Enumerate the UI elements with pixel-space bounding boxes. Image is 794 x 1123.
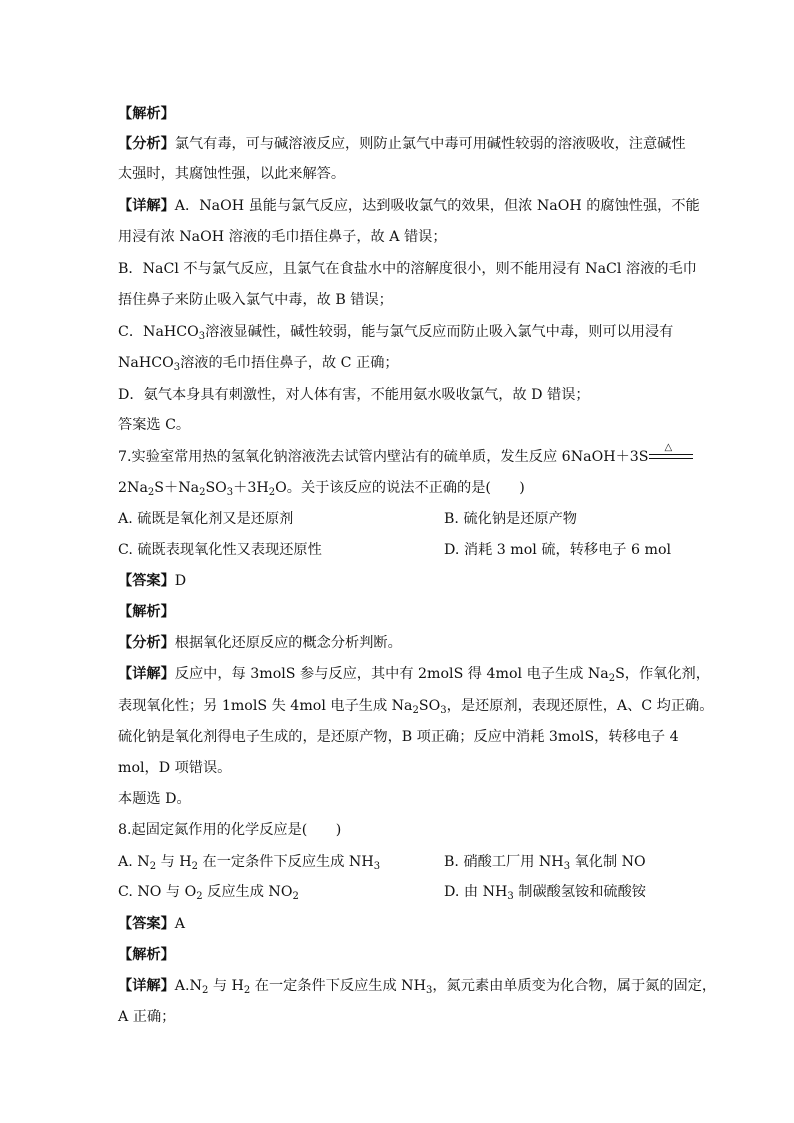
question-stem — [118, 478, 525, 498]
text: ＋3H — [233, 480, 269, 496]
detail-line: A 正确； — [118, 1009, 176, 1025]
detail-line — [118, 322, 673, 342]
option-d — [444, 882, 646, 902]
text: 根据氧化还原反应的概念分析判断。 — [174, 635, 402, 651]
text: 溶液显碱性，碱性较弱，能与氯气反应而防止吸入氯气中毒，则可以用浸有 — [205, 324, 674, 340]
text: C．NaHCO — [118, 324, 199, 340]
text: 氧化制 NO — [570, 854, 646, 870]
analysis-line — [118, 134, 686, 154]
detail-line: D．氨气本身具有刺激性，对人体有害，不能用氨水吸收氯气，故 D 错误； — [118, 387, 590, 403]
subscript: 2 — [292, 891, 299, 902]
section-tag: 【详解】 — [118, 978, 175, 994]
subscript: 2 — [199, 487, 206, 498]
text: 与 H — [208, 978, 244, 994]
section-tag: 【答案】 — [118, 573, 175, 589]
subscript: 3 — [226, 487, 234, 498]
text: S，作氧化剂， — [615, 666, 710, 682]
subscript: 2 — [191, 861, 199, 872]
analysis-heading: 【解析】 — [118, 106, 175, 122]
section-tag: 【详解】 — [118, 198, 175, 214]
detail-line — [118, 353, 399, 373]
option-a: A. 硫既是氧化剂又是还原剂 — [118, 511, 294, 527]
analysis-line — [118, 633, 402, 653]
subscript: 2 — [201, 985, 209, 996]
detail-line — [118, 664, 710, 684]
option-c — [118, 882, 299, 902]
detail-line: mol，D 项错误。 — [118, 760, 232, 776]
detail-line: 捂住鼻子来防止吸入氯气中毒，故 B 错误； — [118, 292, 393, 308]
text: ，氮元素由单质变为化合物，属于氮的固定， — [432, 978, 717, 994]
analysis-line: 太强时，其腐蚀性强，以此来解答。 — [118, 166, 346, 182]
option-b — [444, 852, 646, 872]
subscript: 3 — [440, 705, 447, 716]
text: SO — [205, 480, 227, 496]
answer-line — [118, 571, 186, 591]
answer-line: 本题选 D。 — [118, 791, 191, 807]
text: 在一定条件下反应生成 NH — [250, 978, 426, 994]
option-b: B. 硫化钠是还原产物 — [444, 511, 577, 527]
text: 在一定条件下反应生成 NH — [198, 854, 374, 870]
text: 表现氧化性；另 1molS 失 4mol 电子生成 Na — [118, 698, 413, 714]
analysis-heading: 【解析】 — [118, 604, 175, 620]
text: 7.实验室常用热的氢氧化钠溶液洗去试管内壁沾有的硫单质，发生反应 6NaOH＋3S — [118, 449, 649, 465]
option-c: C. 硫既表现氧化性又表现还原性 — [118, 542, 322, 558]
subscript: 2 — [243, 985, 251, 996]
text: B. 硝酸工厂用 NH — [444, 854, 564, 870]
text: 反应生成 NO — [202, 884, 293, 900]
subscript: 2 — [608, 673, 616, 684]
subscript: 3 — [198, 331, 206, 342]
question-stem: 8.起固定氮作用的化学反应是( ) — [118, 822, 342, 838]
detail-line — [118, 696, 713, 716]
text: 制碳酸氢铵和硫酸铵 — [513, 884, 646, 900]
subscript: 3 — [563, 861, 571, 872]
text: S＋Na — [154, 480, 200, 496]
subscript: 2 — [196, 891, 203, 902]
text: C. NO 与 O — [118, 884, 197, 900]
text: O。关于该反应的说法不正确的是( ) — [275, 480, 525, 496]
subscript: 2 — [149, 861, 157, 872]
question-stem — [118, 442, 693, 467]
text: ，是还原剂，表现还原性，A、C 均正确。 — [446, 698, 714, 714]
detail-line: 硫化钠是氧化剂得电子生成的，是还原产物，B 项正确；反应中消耗 3molS，转移电子 4 — [118, 729, 679, 745]
answer-line — [118, 914, 185, 934]
text: NaHCO — [118, 355, 174, 371]
text: 2Na — [118, 480, 148, 496]
option-a — [118, 852, 380, 872]
detail-line: B．NaCl 不与氯气反应，且氯气在食盐水中的溶解度很小，则不能用浸有 NaCl 溶液的毛巾 — [118, 261, 697, 277]
answer-value: A — [174, 916, 186, 932]
text: D. 由 NH — [444, 884, 508, 900]
subscript: 2 — [147, 487, 155, 498]
text: 氯气有毒，可与碱溶液反应，则防止氯气中毒可用碱性较弱的溶液吸收，注意碱性 — [174, 136, 686, 152]
answer-value: D — [174, 573, 187, 589]
section-tag: 【答案】 — [118, 916, 175, 932]
subscript: 3 — [425, 985, 433, 996]
section-tag: 【分析】 — [118, 136, 175, 152]
text: 溶液的毛巾捂住鼻子，故 C 正确； — [180, 355, 399, 371]
section-tag: 【分析】 — [118, 635, 175, 651]
text: A. N — [118, 854, 150, 870]
text: 与 H — [156, 854, 192, 870]
detail-line — [118, 976, 716, 996]
text: A.N — [174, 978, 202, 994]
section-tag: 【详解】 — [118, 666, 175, 682]
heat-equilibrium-sign — [649, 442, 693, 463]
subscript: 3 — [373, 861, 381, 872]
analysis-heading: 【解析】 — [118, 947, 175, 963]
subscript: 2 — [412, 705, 419, 716]
detail-line: 用浸有浓 NaOH 溶液的毛巾捂住鼻子，故 A 错误； — [118, 229, 447, 245]
subscript: 3 — [507, 891, 514, 902]
subscript: 2 — [268, 487, 276, 498]
heat-condition: △ — [664, 442, 673, 453]
text: 反应中，每 3molS 参与反应，其中有 2molS 得 4mol 电子生成 Na — [174, 666, 609, 682]
text: SO — [418, 698, 441, 714]
detail-line — [118, 196, 700, 216]
text: A．NaOH 虽能与氯气反应，达到吸收氯气的效果，但浓 NaOH 的腐蚀性强，不能 — [174, 198, 700, 214]
answer-line: 答案选 C。 — [118, 417, 191, 433]
subscript: 3 — [173, 362, 181, 373]
option-d: D. 消耗 3 mol 硫，转移电子 6 mol — [444, 542, 672, 558]
